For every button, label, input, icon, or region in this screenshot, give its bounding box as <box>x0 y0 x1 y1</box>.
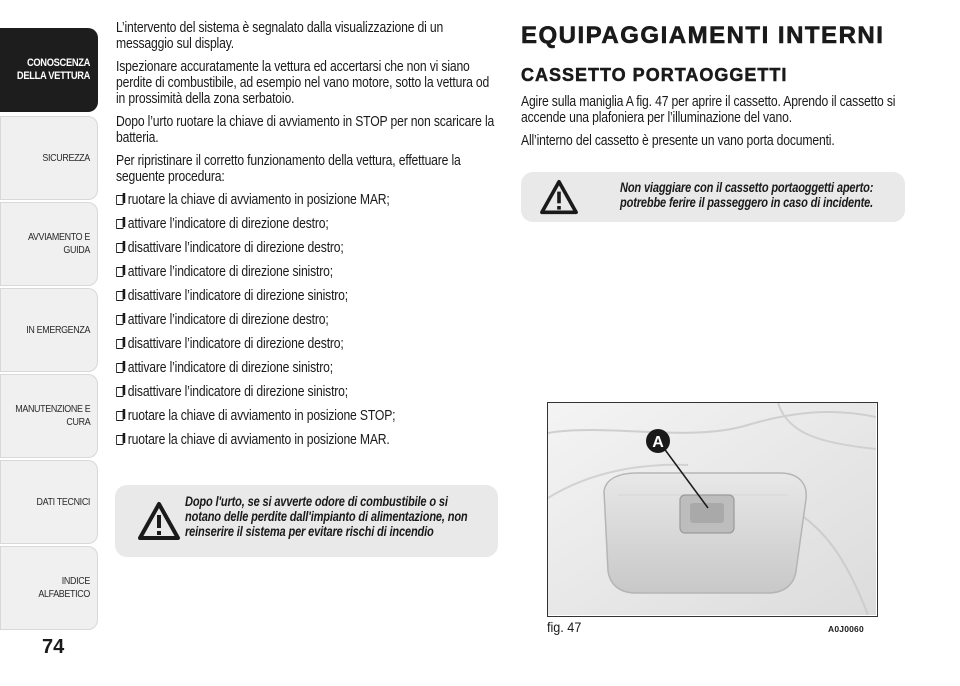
paragraph: Agire sulla maniglia A fig. 47 per aprire il cassetto. Aprendo il cassetto si accende una plafoniera per l’illuminazione del vano. <box>521 94 896 126</box>
figure-caption: fig. 47 <box>547 619 582 635</box>
paragraph: Per ripristinare il corretto funzionamento della vettura, effettuare la seguente procedura: <box>116 153 461 185</box>
list-item-text: ruotare la chiave di avviamento in posizione STOP; <box>127 408 396 424</box>
checkbox-bullet-icon <box>116 195 124 205</box>
list-item <box>116 408 500 424</box>
list-item <box>116 432 500 448</box>
tab-avviamento-e-guida[interactable] <box>0 202 98 286</box>
checkbox-bullet-icon <box>116 243 124 253</box>
checkbox-bullet-icon <box>116 435 124 445</box>
tab-in-emergenza[interactable] <box>0 288 98 372</box>
list-item <box>116 384 500 400</box>
list-item-text: attivare l’indicatore di direzione destro; <box>127 312 329 328</box>
page-number: 74 <box>42 636 65 658</box>
subsection-title: CASSETTO PORTAOGGETTI <box>521 65 788 85</box>
checkbox-bullet-icon <box>116 291 124 301</box>
checkbox-bullet-icon <box>116 339 124 349</box>
paragraph: L’intervento del sistema è segnalato dalla visualizzazione di un messaggio sul display. <box>116 20 444 52</box>
list-item-text: disattivare l’indicatore di direzione sinistro; <box>127 384 349 400</box>
tab-label: DATI TECNICI <box>36 495 90 508</box>
figure-code: A0J0060 <box>828 624 864 634</box>
tab-label: INDICE ALFABETICO <box>38 575 90 600</box>
tab-label: CONOSCENZA DELLA VETTURA <box>16 57 90 82</box>
list-item-text: attivare l’indicatore di direzione sinistro; <box>127 360 333 376</box>
tab-label: MANUTENZIONE E CURA <box>14 403 90 428</box>
checkbox-bullet-icon <box>116 315 124 325</box>
tab-label: AVVIAMENTO E GUIDA <box>27 231 90 256</box>
glovebox-figure <box>547 402 878 617</box>
tab-label: SICUREZZA <box>42 151 90 164</box>
list-item <box>116 264 500 280</box>
warning-text: Non viaggiare con il cassetto portaoggetti aperto: potrebbe ferire il passeggero in caso di incidente. <box>620 180 874 210</box>
tab-dati-tecnici[interactable] <box>0 460 98 544</box>
list-item-text: disattivare l’indicatore di direzione destro; <box>127 336 344 352</box>
list-item-text: ruotare la chiave di avviamento in posizione MAR. <box>127 432 390 448</box>
reset-procedure-list <box>116 192 500 448</box>
paragraph: Ispezionare accuratamente la vettura ed accertarsi che non vi siano perdite di combustibile, ad esempio nel vano motore, sotto la vettura od in prossimità della zona serbatoio. <box>116 59 490 107</box>
list-item-text: attivare l’indicatore di direzione destro; <box>127 216 329 232</box>
right-column <box>521 20 911 156</box>
paragraph: Dopo l’urto ruotare la chiave di avviamento in STOP per non scaricare la batteria. <box>116 114 495 146</box>
tab-sicurezza[interactable] <box>0 116 98 200</box>
section-title: EQUIPAGGIAMENTI INTERNI <box>521 22 885 49</box>
tab-conoscenza-della-vettura[interactable] <box>0 28 98 112</box>
list-item <box>116 240 500 256</box>
glovebox-illustration <box>548 403 876 615</box>
glovebox-warning-box <box>521 172 905 222</box>
checkbox-bullet-icon <box>116 267 124 277</box>
checkbox-bullet-icon <box>116 363 124 373</box>
list-item-text: ruotare la chiave di avviamento in posizione MAR; <box>127 192 390 208</box>
list-item <box>116 216 500 232</box>
list-item-text: disattivare l’indicatore di direzione destro; <box>127 240 344 256</box>
warning-triangle-icon <box>539 179 579 215</box>
checkbox-bullet-icon <box>116 387 124 397</box>
list-item <box>116 312 500 328</box>
list-item <box>116 288 500 304</box>
paragraph: All’interno del cassetto è presente un vano porta documenti. <box>521 133 835 149</box>
list-item <box>116 360 500 376</box>
checkbox-bullet-icon <box>116 219 124 229</box>
warning-triangle-icon <box>137 501 181 541</box>
warning-text: Dopo l'urto, se si avverte odore di combustibile o si notano delle perdite dall'impianto di alimentazione, non reinserire il sistema per evitare rischi di incendio <box>185 494 468 539</box>
tab-manutenzione-e-cura[interactable] <box>0 374 98 458</box>
tab-indice-alfabetico[interactable] <box>0 546 98 630</box>
list-item-text: attivare l’indicatore di direzione sinistro; <box>127 264 333 280</box>
list-item <box>116 336 500 352</box>
checkbox-bullet-icon <box>116 411 124 421</box>
left-column <box>116 20 500 456</box>
list-item-text: disattivare l’indicatore di direzione sinistro; <box>127 288 349 304</box>
list-item <box>116 192 500 208</box>
fuel-warning-box <box>115 485 498 557</box>
tab-label: IN EMERGENZA <box>26 323 90 336</box>
figure-callout-label: A <box>652 434 664 451</box>
